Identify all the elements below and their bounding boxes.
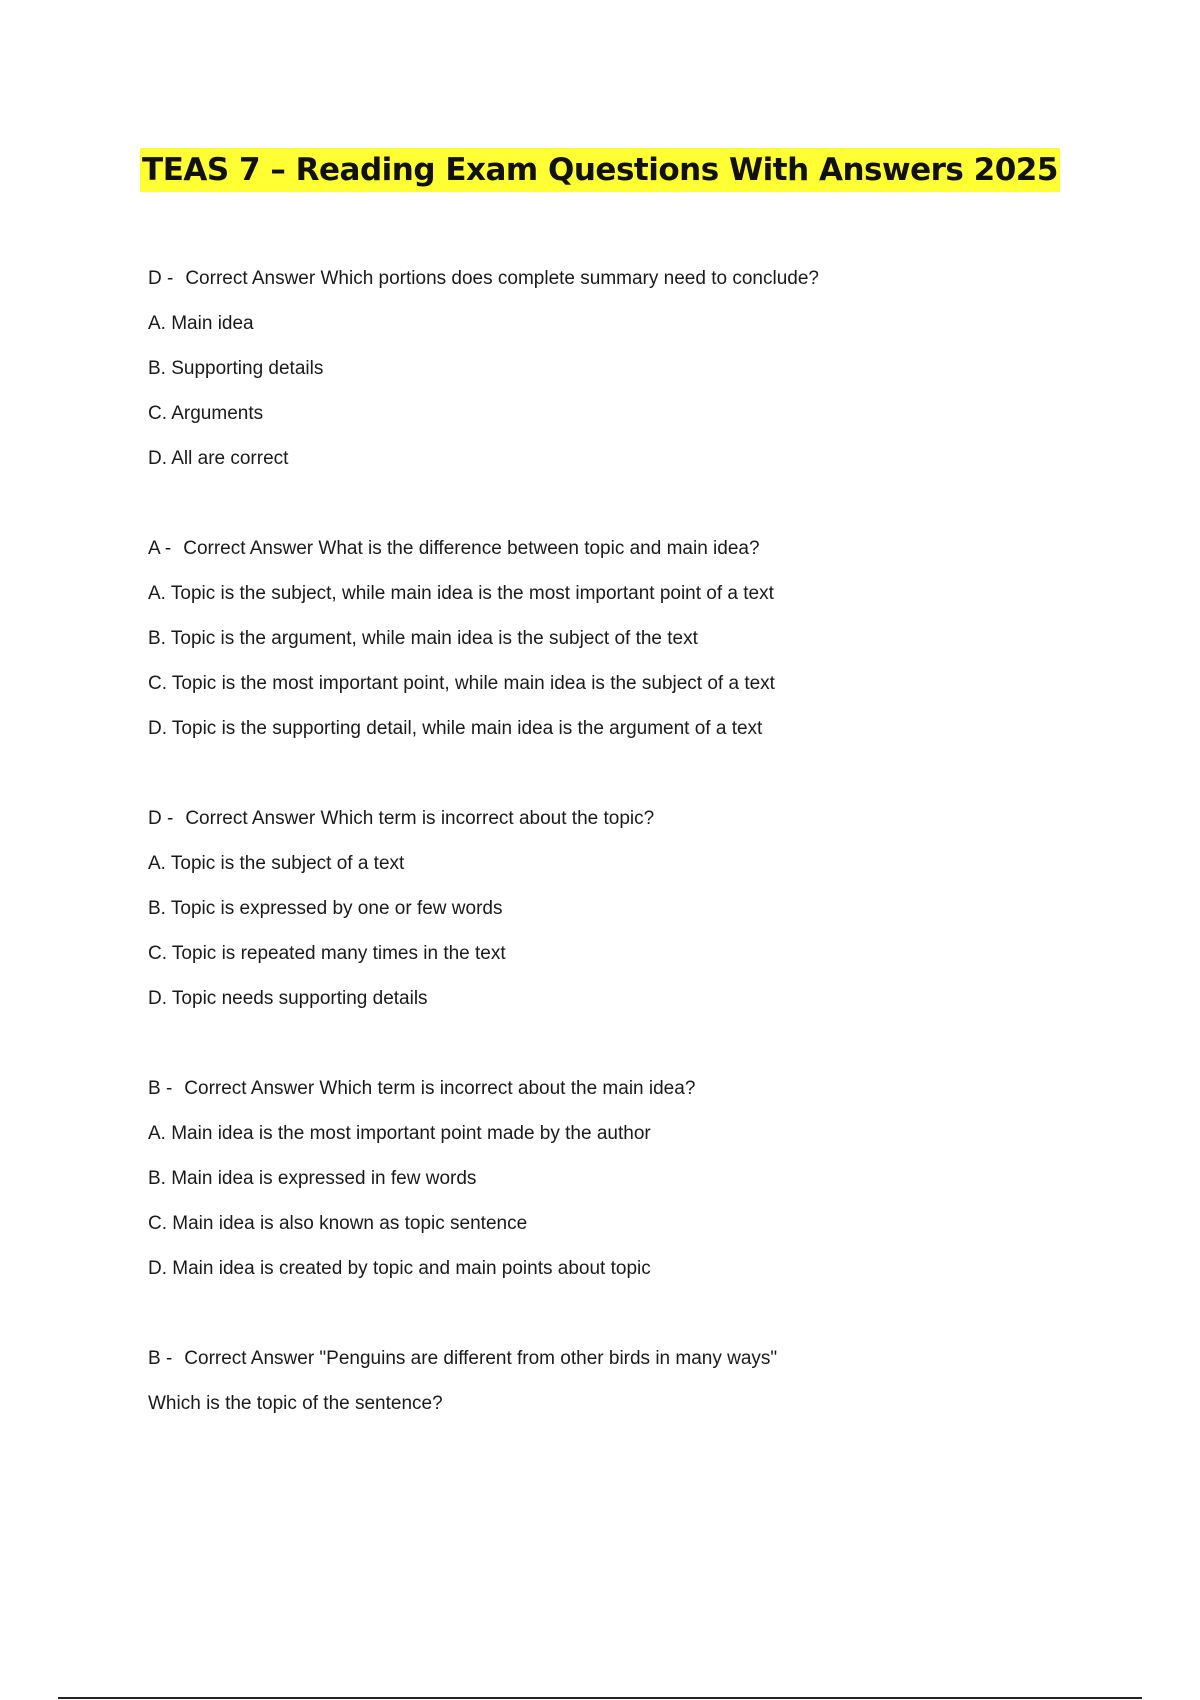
question-text: Correct Answer Which portions does complete summary need to conclude? xyxy=(185,268,819,289)
question-4 xyxy=(148,1066,1148,1291)
correct-answer-letter: D - xyxy=(148,808,174,829)
question-stem xyxy=(148,1336,1148,1381)
question-stem xyxy=(148,796,1148,841)
answer-option: A. Topic is the subject, while main idea is the most important point of a text xyxy=(148,583,774,604)
correct-answer-letter: B - xyxy=(148,1078,173,1099)
answer-option: B. Topic is expressed by one or few words xyxy=(148,898,503,919)
answer-option: C. Topic is repeated many times in the text xyxy=(148,943,506,964)
question-stem xyxy=(148,526,1148,571)
question-text: Correct Answer "Penguins are different from other birds in many ways" xyxy=(184,1348,778,1369)
answer-option: C. Topic is the most important point, while main idea is the subject of a text xyxy=(148,673,775,694)
question-2 xyxy=(148,526,1148,751)
question-stem xyxy=(148,256,1148,301)
answer-option: B. Supporting details xyxy=(148,358,324,379)
answer-option: B. Topic is the argument, while main idea is the subject of the text xyxy=(148,628,698,649)
question-text: Correct Answer Which term is incorrect about the main idea? xyxy=(184,1078,696,1099)
answer-option: C. Arguments xyxy=(148,403,264,424)
question-3 xyxy=(148,796,1148,1021)
answer-option: B. Main idea is expressed in few words xyxy=(148,1168,477,1189)
document-title: TEAS 7 – Reading Exam Questions With Answers 2025 xyxy=(140,148,1060,192)
answer-option: D. Topic is the supporting detail, while main idea is the argument of a text xyxy=(148,718,763,739)
question-1 xyxy=(148,256,1148,481)
question-5 xyxy=(148,1336,1148,1426)
question-stem xyxy=(148,1066,1148,1111)
answer-option: D. Main idea is created by topic and main points about topic xyxy=(148,1258,651,1279)
footer-divider xyxy=(58,1697,1142,1699)
correct-answer-letter: D - xyxy=(148,268,174,289)
question-continuation: Which is the topic of the sentence? xyxy=(148,1393,443,1414)
answer-option: A. Main idea is the most important point made by the author xyxy=(148,1123,651,1144)
question-text: Correct Answer What is the difference between topic and main idea? xyxy=(183,538,760,559)
correct-answer-letter: A - xyxy=(148,538,172,559)
title-container xyxy=(0,148,1200,192)
answer-option: D. Topic needs supporting details xyxy=(148,988,428,1009)
answer-option: A. Main idea xyxy=(148,313,254,334)
question-list xyxy=(148,256,1148,1471)
answer-option: C. Main idea is also known as topic sentence xyxy=(148,1213,528,1234)
answer-option: D. All are correct xyxy=(148,448,289,469)
answer-option: A. Topic is the subject of a text xyxy=(148,853,405,874)
correct-answer-letter: B - xyxy=(148,1348,173,1369)
question-text: Correct Answer Which term is incorrect about the topic? xyxy=(185,808,655,829)
